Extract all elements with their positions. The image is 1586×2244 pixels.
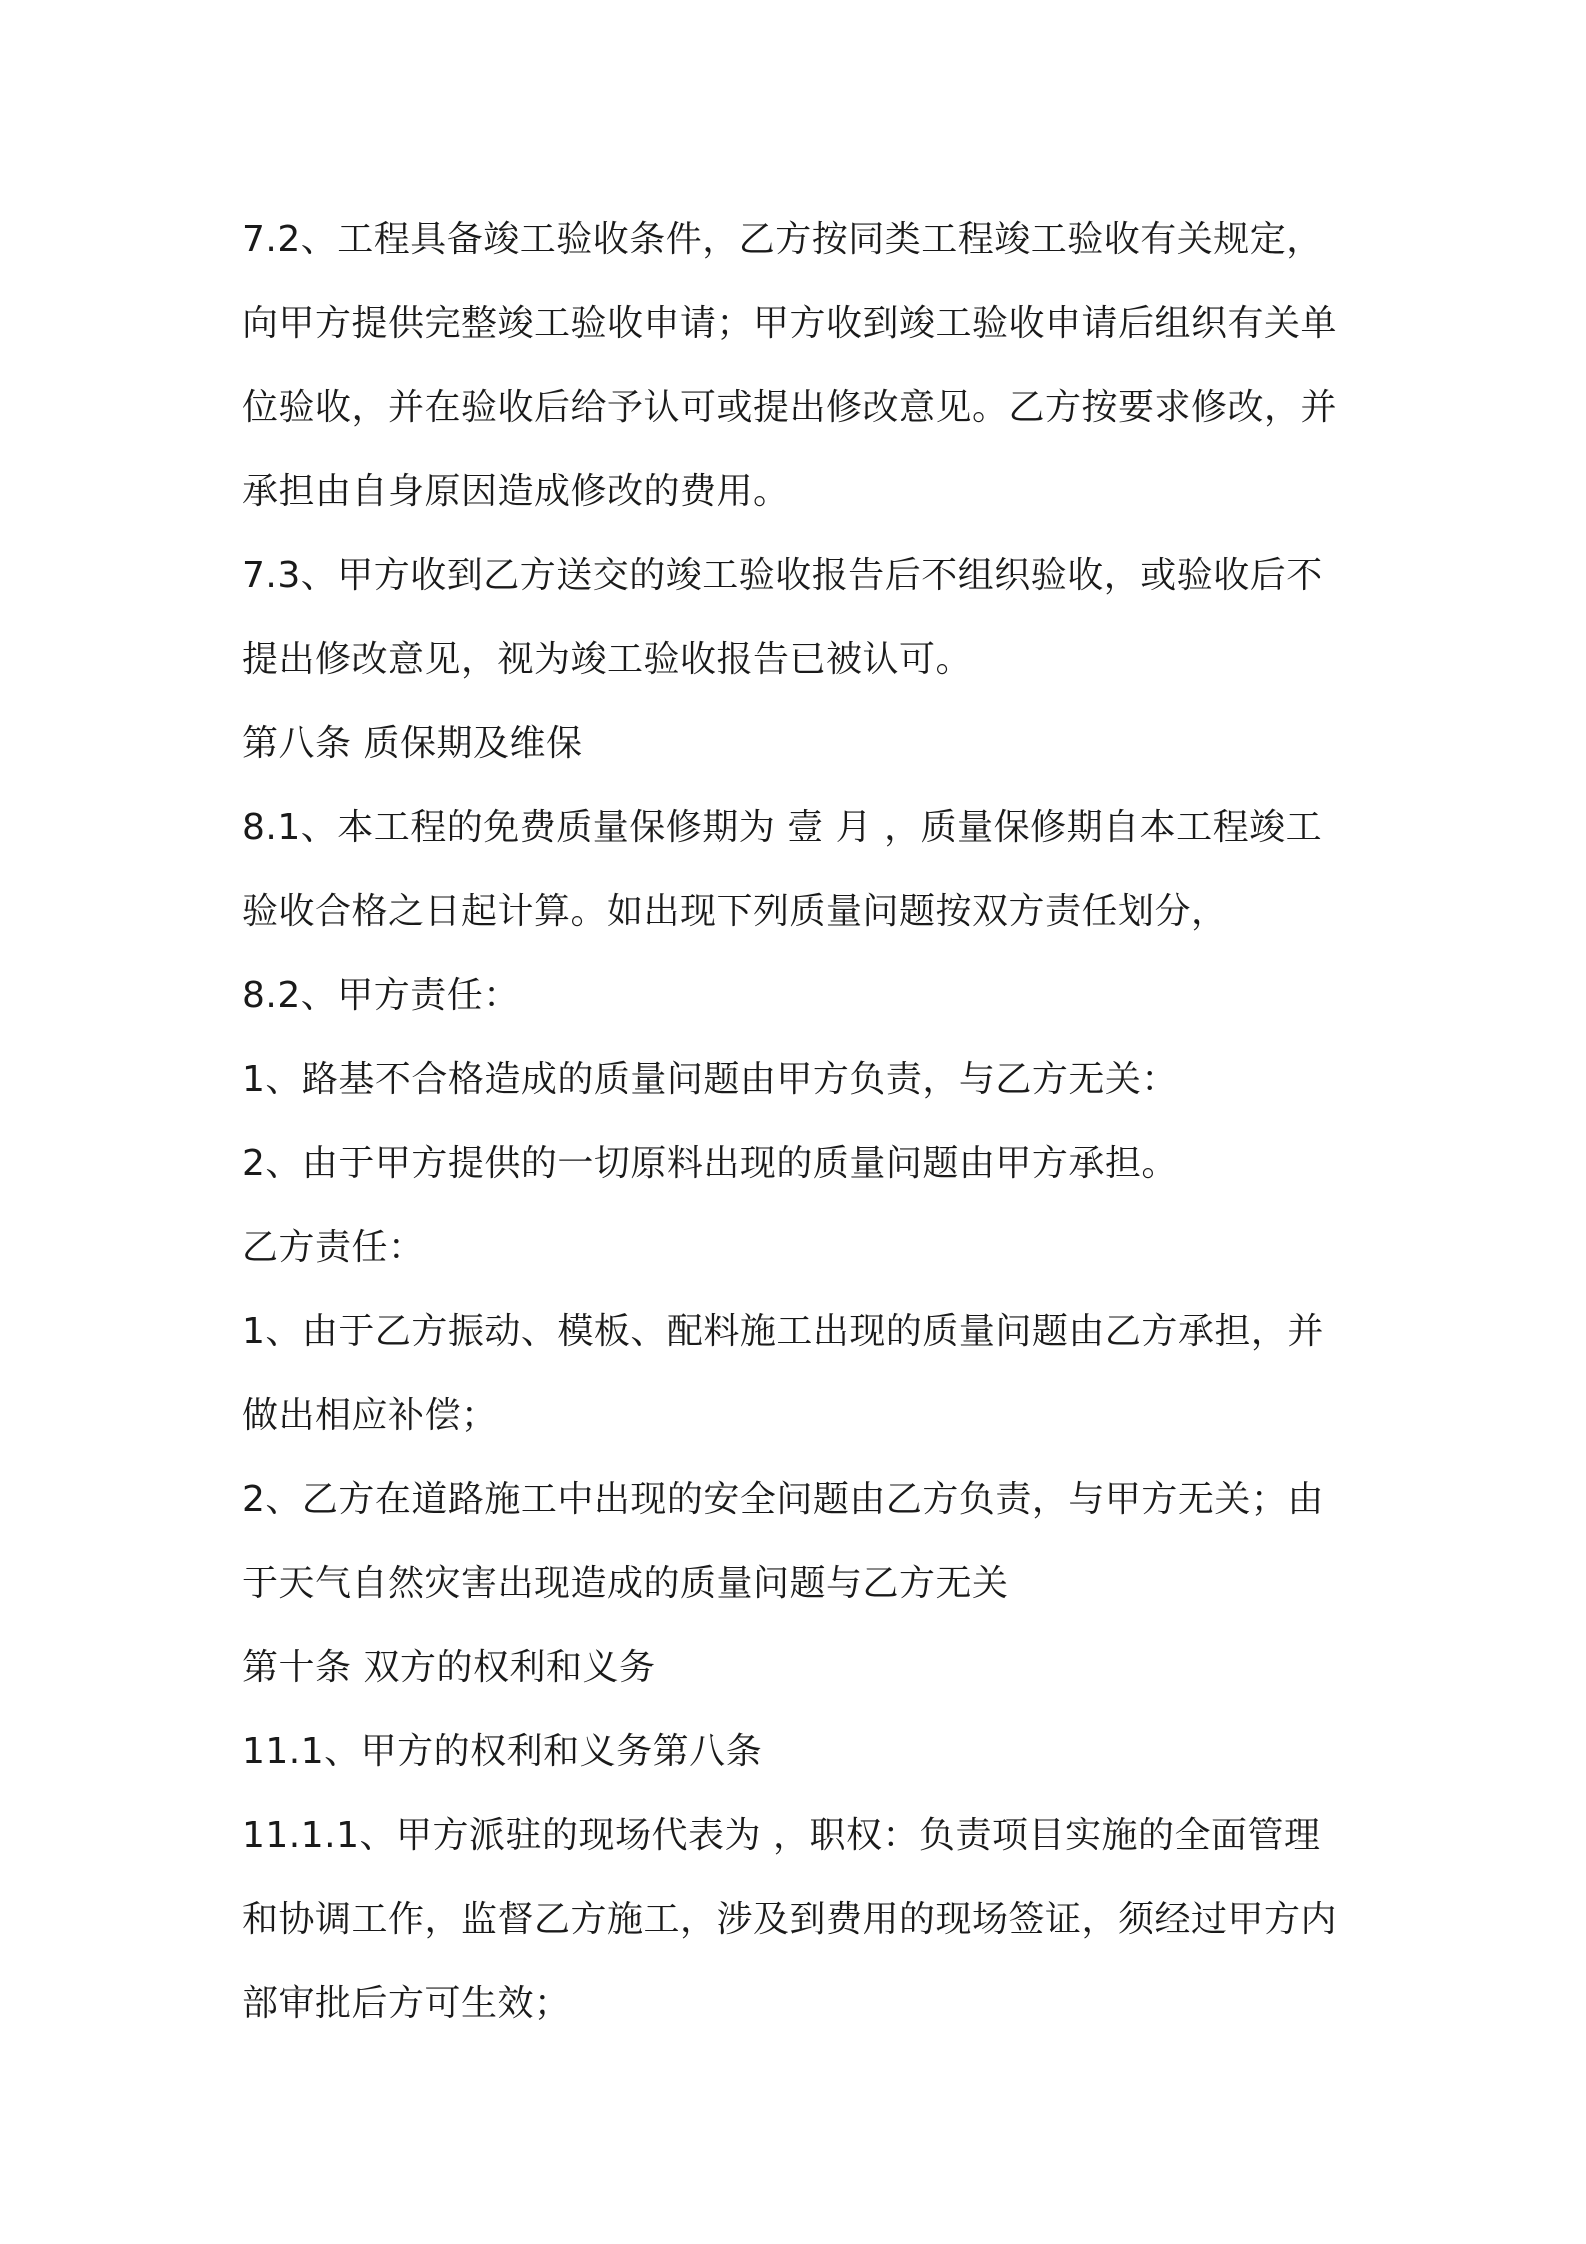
text-line: 承担由自身原因造成修改的费用。 <box>242 471 790 512</box>
text-line: 向甲方提供完整竣工验收申请；甲方收到竣工验收申请后组织有关单 <box>242 303 1338 344</box>
text-line: 于天气自然灾害出现造成的质量问题与乙方无关 <box>242 1563 1009 1604</box>
text-line: 11.1.1、甲方派驻的现场代表为 ，职权：负责项目实施的全面管理 <box>242 1815 1321 1856</box>
document-body <box>242 198 1360 2046</box>
text-line: 8.2、甲方责任： <box>242 975 520 1016</box>
text-line: 2、乙方在道路施工中出现的安全问题由乙方负责，与甲方无关；由 <box>242 1479 1324 1520</box>
text-line: 乙方责任： <box>242 1227 425 1268</box>
text-line: 8.1、本工程的免费质量保修期为 壹 月 ，质量保修期自本工程竣工 <box>242 807 1323 848</box>
text-line: 和协调工作，监督乙方施工，涉及到费用的现场签证，须经过甲方内 <box>242 1899 1338 1940</box>
section-heading: 第十条 双方的权利和义务 <box>242 1647 656 1688</box>
text-line: 验收合格之日起计算。如出现下列质量问题按双方责任划分， <box>242 891 1228 932</box>
text-line: 7.3、甲方收到乙方送交的竣工验收报告后不组织验收，或验收后不 <box>242 555 1323 596</box>
text-line: 1、由于乙方振动、模板、配料施工出现的质量问题由乙方承担，并 <box>242 1311 1324 1352</box>
text-line: 7.2、工程具备竣工验收条件，乙方按同类工程竣工验收有关规定， <box>242 219 1323 260</box>
text-line: 部审批后方可生效； <box>242 1983 571 2024</box>
text-line: 11.1、甲方的权利和义务第八条 <box>242 1731 763 1772</box>
text-line: 提出修改意见，视为竣工验收报告已被认可。 <box>242 639 973 680</box>
text-line: 1、路基不合格造成的质量问题由甲方负责，与乙方无关： <box>242 1059 1178 1100</box>
text-line: 位验收，并在验收后给予认可或提出修改意见。乙方按要求修改，并 <box>242 387 1338 428</box>
section-heading: 第八条 质保期及维保 <box>242 723 583 764</box>
text-line: 做出相应补偿； <box>242 1395 498 1436</box>
text-line: 2、由于甲方提供的一切原料出现的质量问题由甲方承担。 <box>242 1143 1178 1184</box>
